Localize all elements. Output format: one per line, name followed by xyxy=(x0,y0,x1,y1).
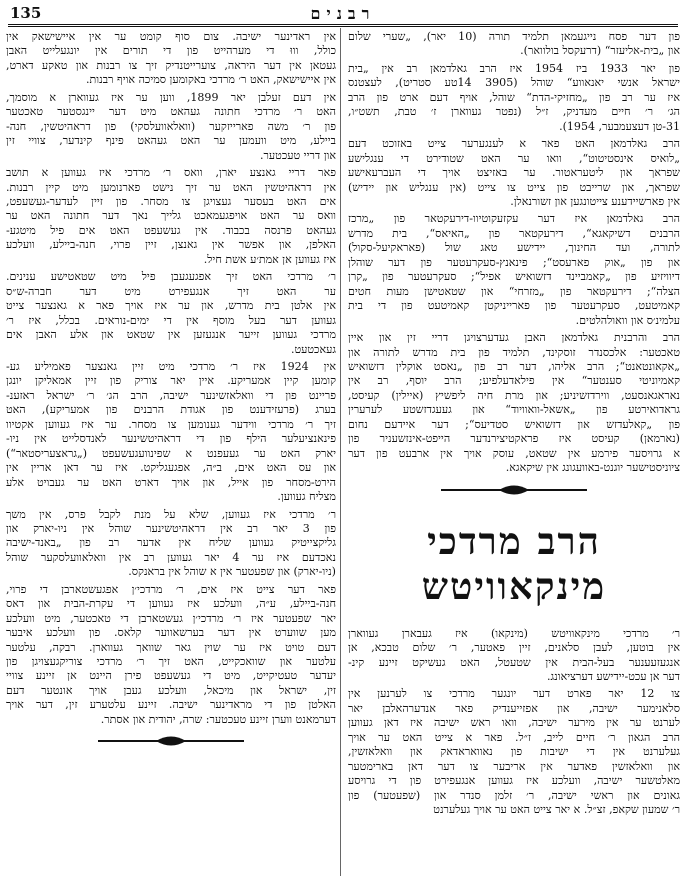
text-line: מאלטשער ישיבה, וועלכע איז געווען אנגעפירט פון די גרויסע xyxy=(348,774,680,788)
column-divider xyxy=(340,28,341,876)
text-line: זין, ישראל און מיכאל, וועלכע געבן אויך אונטער דעם xyxy=(6,683,336,697)
page-header xyxy=(8,4,678,26)
paragraph xyxy=(6,166,336,267)
text-line: נאראגאנסעט, ווירדזשיניע; און מרת חיה ליפשיץ (איילין) קעיסט, xyxy=(348,388,680,402)
text-line: דערמאנט ווערן זיינע טעכטער: שרה, יהודית און אסתר. xyxy=(100,712,336,726)
paragraph xyxy=(6,360,336,505)
text-line: איז ער רב פון „מחזיקי-הדת“ שוהל, אויף דעם ארט פון הרב xyxy=(348,90,680,104)
text-line: לתורה, ועד החינוך, יידישע טאג שול (פאראקיעל-סקול) xyxy=(348,241,680,255)
text-line: און „בית-אליעזר“ (דרעקסל בולוואר). xyxy=(520,44,680,58)
text-line: און עס האט אים, ב״ה, אפגעגליקט. איז ער דאן אריין אין xyxy=(6,461,336,475)
text-line: דיוויזיע פון „קאמביינד דזשואיש אפיל“; סעקרעטער פון „קרן xyxy=(348,270,680,284)
text-line: שפראך און ליטעראטור. ער באזיצט אויך די העברעאישע xyxy=(348,166,680,180)
text-line: ר׳ מרדכי איז געווען, שלא על מנת לקבל פרס, אין משך xyxy=(6,507,336,521)
text-line: סלאנימער ישיבה, און אפזייענדיק פאר אנדערהאלבן יאר xyxy=(348,701,680,715)
text-line: נאכדעם איז ער 4 יאר געווען רב אין וואלאוועלסקער שוהל xyxy=(6,550,336,564)
paragraph xyxy=(348,212,680,328)
text-line: יאר שפעטער איז ר׳ מרדכי׳ן געשטארבן די טאכטער, מיט וועלכע xyxy=(6,611,336,625)
paragraph xyxy=(348,62,680,134)
right-column xyxy=(348,30,680,820)
text-line: פון „קאלעדזש און דזשואיש סטדיעס“; דער איידעם נחום xyxy=(348,417,680,431)
paragraph xyxy=(348,627,680,685)
text-line: פון ר׳ משה פארייזקער (וואלאוועלסקי) פון דראהיטשין, חנה- xyxy=(6,119,336,133)
text-line: און דריי טעכטער. xyxy=(259,148,336,162)
header-rule xyxy=(8,24,678,27)
text-line: עלמינ׳ס און וואולהלטים. xyxy=(575,313,680,327)
text-line: שפראך, און שרייבט פון צייט צו צייט (אין ענגליש און יידיש) xyxy=(348,180,680,194)
text-line: דעם טויט איז ער שוין גאר שוואך געווארן. רבקה, עלטער xyxy=(6,640,336,654)
text-line: ישראל אנשי יאנאווע“ שוהל (3905 14טע סטריט), לעצטנס xyxy=(348,76,680,90)
text-line: יעדער טעטיקייט, מיט די געשעפט פירן היינט אן זיינע צוויי xyxy=(6,669,336,683)
text-line: מרדכי געווען זייער אנגעזען אין שטאט און אלע האבן אים xyxy=(6,328,336,342)
text-line: פינאנציעלער הילף פון די דראהיטשינער לאנדסלייט אין ניו- xyxy=(6,432,336,446)
text-line: הרבנים דשיקאגא“, דירעקטאר פון „האיאס“, בית מדרש xyxy=(348,226,680,240)
text-line: גליקצייטיק געווען שליח אין אדער רב פון „באנד-ישיבה xyxy=(6,536,336,550)
text-line: „לואיס אינסטיטוט“, וואו ער האט שטודירט די ענגלישע xyxy=(348,151,680,165)
text-line: אין דעם זעלבן יאר 1899, ווען ער איז געווארן א מוסמך, xyxy=(6,90,336,104)
paragraph xyxy=(6,583,336,728)
left-column xyxy=(6,30,336,756)
paragraph xyxy=(6,91,336,163)
text-line: ציוניסטישער יוגנט-באוועגונג אין שיקאגא. xyxy=(505,461,680,475)
text-line: א גרויסער פירמע אין שטאט, עוסק אויך אין ארבעט פון דער xyxy=(348,446,680,460)
text-line: עלטער און שוואכקייט, האט זיך ר׳ מרדכי צוריקגעצויגן פון xyxy=(6,655,336,669)
text-line: מצליח געווען. xyxy=(277,490,336,504)
page-number: 135 xyxy=(10,4,42,22)
text-line: קומען קיין אמעריקע. איין יאר צוריק פון זיין אמאליקן יונגן xyxy=(6,374,336,388)
text-line: און וואלאזשין פאדער אין אריבער צו דער דאן בארימטער xyxy=(348,759,680,773)
text-line: אנגעזעענער בעל-הבית אין שטעטל, האט געשיקט זיינע קינ- xyxy=(348,655,680,669)
text-line: געטאן אין דער היראה, צוערייטנדיק זיך צו רבנות און טאקע דארט, xyxy=(6,58,336,72)
text-line: געווען דער בעל מוסף אין די ימים-נוראים. בכלל, איז ר׳ xyxy=(6,313,336,327)
text-line: פאר דער צייט איז אים, ר׳ מרדכי׳ן אפגעשטארבן די פרוי, xyxy=(6,582,336,596)
text-line: מען שווערט אין דער בערשאווער קלאס. פון וועלכע איבער xyxy=(6,626,336,640)
running-title: רבנים xyxy=(310,4,376,23)
text-line: „אקאונטאנט“; הרב אליהו, דער רב פון „נאסט אוקלין דזשואיש xyxy=(348,359,680,373)
text-line: אין דראהיטשין האט ער זיך נישט פארנומען מיט קיין רבנות. xyxy=(6,180,336,194)
text-line: פריינט פון די וואלאזשינער ישיבה, הרב הג׳ ר׳ ישראל ראזענ- xyxy=(6,388,336,402)
text-line: פאר דריי גאנצע יארן, וואס ר׳ מרדכי איז געווען א תושב xyxy=(6,166,336,180)
text-line: כולל, וווּ די מערהייט פון די תורים אין יונגעלייט האבן xyxy=(6,44,336,58)
text-line: אין ראדינער ישיבה. צום סוף קומט ער אין איישישאק אין xyxy=(6,30,336,43)
text-line: צו 12 יאר פארט דער יונגער מרדכי צו לערנען אין xyxy=(348,687,680,701)
text-line: גראדואירטע פון „אשאל-וואוויוד“ און געעגדזשטע לערערין xyxy=(348,403,680,417)
text-line: הג׳ ר׳ חיים מעדניק, ז״ל (נפטר געווארן ז׳ טבת, תשט״ו, xyxy=(348,105,680,119)
text-line: וואס ער האט אויפגעמאכט גלייך נאך דער חתונה האט ער xyxy=(6,209,336,223)
text-line: פון דער פסח נייגעמאן תלמיד תורה (10 יאר), „שערי שלום xyxy=(348,30,680,43)
section-ornament xyxy=(6,730,336,756)
text-line: אין פארשיידענע צייטונגען און זשורנאלן. xyxy=(510,194,680,208)
paragraph xyxy=(348,137,680,209)
text-line: זיך ר׳ מרדכי ווידער גענומען צו מסחר. ער איז געווען אקטיוו xyxy=(6,417,336,431)
text-line: איז געווען אן אמת׳ע אשת חיל. xyxy=(203,252,336,266)
paragraph xyxy=(6,30,336,88)
text-line: הרב גאלדמאן האט פאר א לענגערער צייט באזוכט דעם xyxy=(348,137,680,151)
text-line: (ניו-יארק) און שפעטער אין א שוהל אין בראנקס. xyxy=(128,565,336,579)
text-line: פון 3 יאר רב אין דראהיטשינער שוהל אין ניו-יארק און xyxy=(6,521,336,535)
text-line: ער האט זיך אנגעפירט מיט דער חברה-ש״ס xyxy=(6,284,336,298)
text-line: ר׳ שמעון שקאפ, זצ״ל. א יאר צייט האט ער אויך געלערנט xyxy=(433,803,680,817)
text-line: טאכטער: אלכסנדר זוסקינד, תלמיד פון בית מדרש לתורה און xyxy=(348,345,680,359)
text-line: הרב והרבנית גאלדמאן האבן געדערצויגן דריי זין און איין xyxy=(348,331,680,345)
text-line: קאמיוניטי סענטער“ אין פילאדעלפיע; הרב יוסף, רב אין xyxy=(348,374,680,388)
text-line: ר׳ מרדכי האט זיך אפגעגעבן פיל מיט שטאטישע ענינים. xyxy=(6,270,336,284)
text-line: קאמיטעט, סעקרעטער פון פארייניקטן קאמיטעט פון די בית xyxy=(348,299,680,313)
text-line: האלטן פון די מראדינער ישיבה. זיינע עלטערע זין, דער אויך xyxy=(6,698,336,712)
text-line: אין 1924 איז ר׳ מרדכי מיט זיין גאנצער פאמיליע גע- xyxy=(6,359,336,373)
text-line: געלערנט אין די ישיבות פון נאוואראדאק און וואלאזשין, xyxy=(348,745,680,759)
text-line: פון יאר 1933 ביז 1954 איז הרב גאלדמאן רב אין „בית xyxy=(348,61,680,75)
text-line: געהאט פרנסה בכבוד. אין געשעפט האט אים פיל מיטגע- xyxy=(6,223,336,237)
text-line: ביילע, מיט וועמען ער האט געהאט פינף קינדער, צוויי זין xyxy=(6,134,336,148)
paragraph xyxy=(348,687,680,817)
text-line: חנה-ביילע, ע״ה, וועלכע איז געווען די עקרת-הבית און דאס xyxy=(6,597,336,611)
text-line: אין בוטען, לעבן סלאנים, זיין פאטער, ר׳ שלום טבכא, אן xyxy=(348,641,680,655)
paragraph xyxy=(348,331,680,476)
section-title: הרב מרדכי מינקאוויטש xyxy=(421,518,607,608)
text-line: (נארמאן) קעיסט איז פראקטיצירנדער הייפט-אינזשעניר פון xyxy=(348,432,680,446)
text-line: הירט-מסחר פון אייל, און אויך דארט האט ער געבויט אלע xyxy=(6,475,336,489)
text-line: אין איישישאק, האט ר׳ מרדכי באקומען סמיכה אויף רבנות. xyxy=(86,73,336,87)
text-line: בערג (פרעזידענט פון אגודת הרבנים פון אמעריקע), האט xyxy=(6,403,336,417)
section-ornament xyxy=(348,479,680,505)
text-line: געאכטעט. xyxy=(290,342,336,356)
text-line: האלפן, און אפשר אין גאנצן, זיין פרוי, חנה-ביילע, וועלכע xyxy=(6,238,336,252)
text-line: האט ר׳ מרדכי חתונה געהאט מיט דער יינגסטער טאכטער xyxy=(6,105,336,119)
text-line: דער אן עכט-יידישע דערציאונג. xyxy=(547,669,680,683)
text-line: לערנט ער אין מירער ישיבה, וואו ראש ישיבה איז דאן געווען xyxy=(348,716,680,730)
text-line: 31-טן דעצעמבער, 1954). xyxy=(559,119,680,133)
text-line: הרב גאלדמאן איז דער עקזעקוטיוו-דירעקטאר פון „מרכז xyxy=(348,212,680,226)
text-line: יארק האט ער געעפנט א שפינוועגעשעפט („גראצעריסטאר“) xyxy=(6,446,336,460)
text-line: און פון „אוק פארעסט“; פינאנץ-סעקרעטער פון דער שוהלן xyxy=(348,255,680,269)
paragraph xyxy=(6,508,336,580)
text-line: גאונים און ראשי ישיבה, ר׳ זלמן סנדר און (שפעטער) פון xyxy=(348,788,680,802)
paragraph xyxy=(6,270,336,357)
text-line: הצלה“; דירעקטאר פון „מזרחי“ און שטאטישן מעות חטים xyxy=(348,284,680,298)
text-line: הרב הגאון ר׳ חיים לייב, ז״ל. פאר א צייט האט ער אויך xyxy=(348,730,680,744)
text-line: אים האט בעסער געצויגן צו מסחר. פון זיין לעדער-געשעפט, xyxy=(6,194,336,208)
text-line: ר׳ מרדכי מינקאוויטש (מינקאו) איז געבארן געווארן xyxy=(348,626,680,640)
text-line: אין אלטן בית מדרש, און ער איז אויך פאר א גאנצער צייט xyxy=(6,299,336,313)
paragraph xyxy=(348,30,680,59)
